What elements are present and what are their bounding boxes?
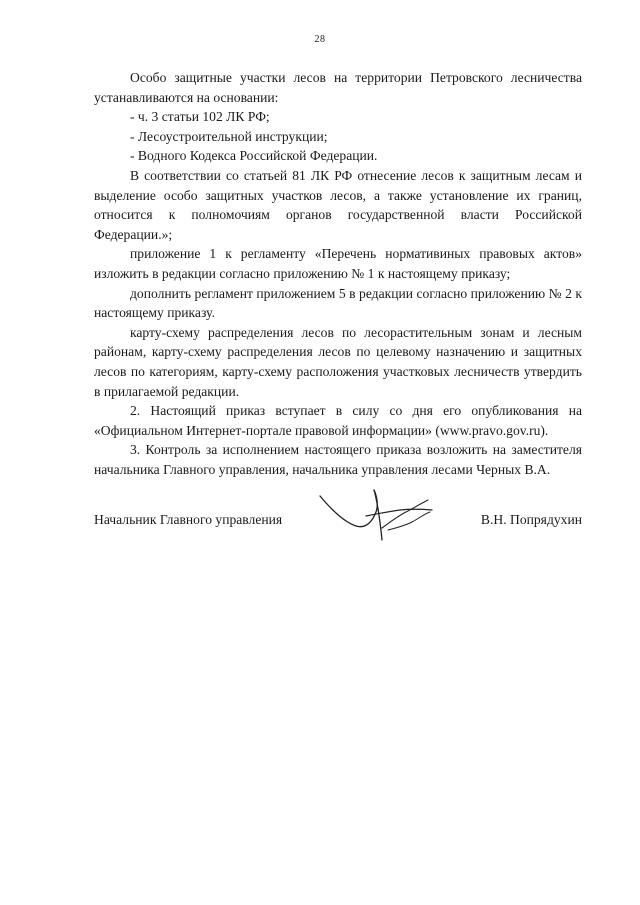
paragraph-maps: карту-схему распределения лесов по лесорастительным зонам и лесным районам, карту-схему распределения лесов по целевому назначению и защитных лесов по категориям, карту-схему расположения участковых лесничеств утвердить в прилагаемой редакции. <box>94 324 582 399</box>
paragraph-effective-date: 2. Настоящий приказ вступает в силу со дня его опубликования на «Официальном Интернет-портале правовой информации» (www.pravo.gov.ru). <box>94 403 582 438</box>
document-body <box>94 68 582 479</box>
paragraph-article-81: В соответствии со статьей 81 ЛК РФ отнесение лесов к защитным лесам и выделение особо защитных участков лесов, а также установление их границ, относится к полномочиям органов государственной власти Российской Федерации.»; <box>94 167 582 242</box>
list-item-lk-article: - ч. 3 статьи 102 ЛК РФ; <box>130 109 270 125</box>
list-item-water-code: - Водного Кодекса Российской Федерации. <box>130 148 378 164</box>
handwritten-signature <box>316 482 441 544</box>
signatory-position: Начальник Главного управления <box>94 512 283 527</box>
paragraph-appendix-5: дополнить регламент приложением 5 в редакции согласно приложению № 2 к настоящему приказу. <box>94 285 582 321</box>
page-number: 28 <box>314 34 326 45</box>
paragraph-basis-intro: Особо защитные участки лесов на территории Петровского лесничества устанавливаются на основании: <box>94 70 582 105</box>
signatory-name: В.Н. Попрядухин <box>480 512 582 527</box>
signature-block <box>94 482 582 552</box>
paragraph-control: 3. Контроль за исполнением настоящего приказа возложить на заместителя начальника Главного управления, начальника управления лесами Черных В.А. <box>94 442 582 477</box>
list-item-forest-instruction: - Лесоустроительной инструкции; <box>130 128 328 144</box>
paragraph-appendix-1: приложение 1 к регламенту «Перечень нормативиных правовых актов» изложить в редакции согласно приложению № 1 к настоящему приказу; <box>94 246 582 281</box>
